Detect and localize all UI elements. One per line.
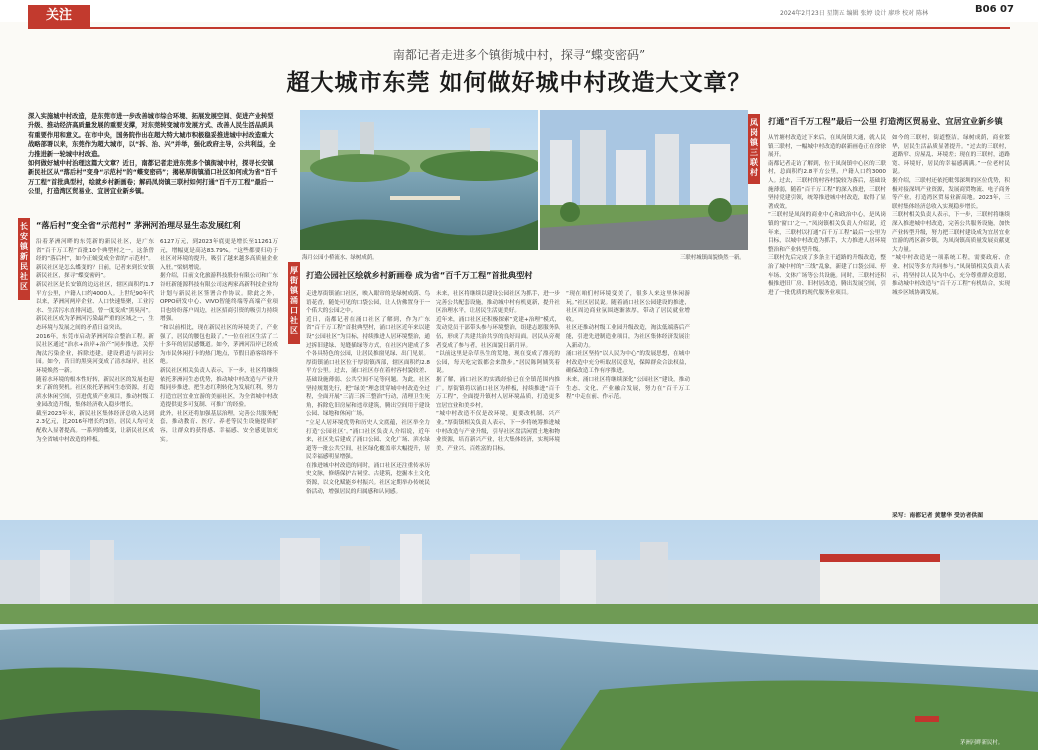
village-photo-art bbox=[540, 110, 748, 250]
fenggang-side-label: 凤岗镇三联村 bbox=[748, 114, 760, 184]
header-rule bbox=[28, 27, 1010, 29]
byline: 采写：南都记者 黄慧华 受访者供图 bbox=[892, 513, 983, 519]
village-photo bbox=[540, 110, 748, 250]
fenggang-heading: 打通“百千万工程”最后一公里 打造湾区贸易业、宜居宜业新乡镇 bbox=[768, 116, 1003, 126]
park-photo bbox=[300, 110, 538, 250]
changan-col2: 6127万元，到2023年底更是增长至11261万元，增幅更是高达83.79%。“这些都要归功于社区对环境的提升，吸引了越来越多高质量企业入驻。”梁炳增说。 据介绍，目前文化旅游科技股份有限公司和广东谷旺新能源科技有限公司这两家高新科技企业均计划与新民社区签署合作协议。除此之外，OPPO研发中心、VIVO智能终端等高端产业项目也纷纷落户周边，社区招商引资的吸引力持续增强。 “和以前相比，现在新民社区的环境美了，产业强了，居民的腰包也鼓了。”一位在社区生活了二十多年的居民感慨道。如今，茅洲河沿岸已经成为市民休闲打卡的热门地点，节假日游客络绎不绝。 新民社区相关负责人表示，下一步，社区将继续依托茅洲河生态优势，推动城中村改造与产业升级同步推进，把生态红利转化为发展红利，努力打造宜居宜业宜游的美丽社区，为全省城中村改造提供更多可复制、可推广的经验。 此外，社区还将加强基层治理，完善公共服务配套，推动教育、医疗、养老等民生设施提质扩容，让群众的获得感、幸福感、安全感更加充实。 bbox=[160, 239, 278, 443]
river-panorama-art bbox=[0, 520, 1038, 750]
panorama-caption: 茅洲河畔新民村。 bbox=[960, 740, 1004, 746]
page-number: B06 07 bbox=[975, 4, 1014, 15]
houjie-col3: “现在咱们村环境变美了，很多人来这里休闲游玩。”社区居民说。随着涌口社区公园建设的推进，社区周边商业氛围逐渐浓厚，带动了居民就业增收。 社区还推动村级工业园升级改造，淘汰低端落后产能，引进先进制造业项目，为社区集体经济发展注入新动力。 涌口社区坚持“以人民为中心”的发展思想，在城中村改造中充分听取居民意见，保障群众合法权益，确保改造工作有序推进。 未来，涌口社区将继续深化“公园社区”建设，推动生态、文化、产业融合发展，努力在“百千万工程”中走在前、作示范。 bbox=[566, 291, 690, 401]
park-photo-art bbox=[300, 110, 538, 250]
houjie-col1: 走进厚街镇涌口社区，映入眼帘的是绿树成荫、鸟语花香，随处可见的口袋公园，让人仿佛置身于一个偌大的公园之中。 近日，南都记者在涌口社区了解到，作为广东省“百千万工程”首批典型村，涌口社区近年来以建设“公园社区”为目标，持续推进人居环境整治，通过拆旧建绿、见缝插绿等方式，在社区内建成了多个各具特色的公园，让居民推窗见绿、出门见景。 厚街镇涌口社区位于厚街镇西部，辖区面积约2.8平方公里。过去，涌口社区存在着村容村貌较差、基础设施薄弱、公共空间不足等问题。为此，社区坚持规划先行，把“绿美”理念贯穿城中村改造全过程，全面开展“三清三拆三整治”行动，清理卫生死角，拆除危旧房屋和违章建筑，腾出空间用于建设公园、绿地和休闲广场。 “立足人居环境优势和历史人文底蕴，社区举全力打造‘公园社区’。”涌口社区负责人介绍说，近年来，社区先后建成了涌口公园、文化广场、滨水绿道等一批公共空间，社区绿化覆盖率大幅提升，居民幸福感明显增强。 在推进城中村改造的同时，涌口社区还注重传承历史文脉，修缮保护古祠堂、古建筑，挖掘本土文化资源，以文化赋能乡村振兴。社区定期举办传统民俗活动，增强居民的归属感和认同感。 bbox=[306, 291, 430, 495]
fenggang-col2: 如今的三联村，街道整洁，绿树成荫，商业繁华，居民生活品质显著提升。“过去的三联村，道路窄、房屋乱、环境差；现在的三联村，道路宽、环境好，居民的幸福感满满。”一位老村民说。 据介绍，三联村还依托毗邻深圳的区位优势，积极对接深圳产业资源，发展商贸物流、电子商务等产业，打造湾区贸易业新高地。2023年，三联村集体经济总收入实现稳步增长。 三联村相关负责人表示，下一步，三联村将继续深入推进城中村改造，完善公共服务设施，加快产业转型升级，努力把三联村建设成为宜居宜业宜游的湾区新乡镇，为凤岗镇高质量发展贡献更大力量。 “城中村改造是一项系统工程，需要政府、企业、村民等多方共同参与。”凤岗镇相关负责人表示，将坚持以人民为中心，充分尊重群众意愿，推动城中村改造与“百千万工程”有机结合，实现城乡区域协调发展。 bbox=[892, 135, 1010, 296]
article-headline: 超大城市东莞 如何做好城中村改造大文章？ bbox=[286, 69, 752, 96]
houjie-heading: 打造公园社区绘就乡村新画卷 成为省“百千万工程”首批典型村 bbox=[306, 270, 533, 280]
houjie-side-label: 厚街镇涌口社区 bbox=[288, 262, 300, 344]
changan-col1: 沿着茅洲河畔的东莞新的新民社区，是广东省“百千万工程”首批10个典型村之一。这条曾经的“落后村”，如今正蜕变成全省的“示范村”。新民社区是怎么蝶变的？日前，记者来到长安镇新民社区，探寻“蝶变密码”。 新民社区是长安镇的边远社区，辖区面积约1.7平方公里，户籍人口约4000人。上世纪90年代以来，茅洲河两岸企业、人口快速集聚，工业污水、生活污水直排河道，曾一度变成“黑臭河”。新民社区成为茅洲河污染最严重的区域之一，生态环境与发展之间的矛盾日益突出。 2016年，东莞市启动茅洲河综合整治工程。新民社区通过“治水+治岸+治产”同步推进，关停淘汰污染企业，拆除违建，建设碧道与滨河公园。如今，昔日的黑臭河变成了清水绿岸，社区环境焕然一新。 随着水环境的根本性好转，新民社区的发展也迎来了新的契机。社区依托茅洲河生态资源，打造滨水休闲空间，引进优质产业项目，推动村级工业园改造升级，集体经济收入稳步增长。 截至2023年末，新民社区集体经济总收入达到2.3亿元，比2016年增长约3倍，居民人均可支配收入显著提高。一系列的蝶变，让新民社区成为全省城中村改造的样板。 bbox=[36, 239, 154, 443]
header-meta: 2024年2月23日 星期五 编辑 张婷 设计 廖珍 校对 陈林 bbox=[780, 10, 929, 17]
village-photo-caption: 三联村城镇面貌焕然一新。 bbox=[680, 255, 745, 261]
houjie-col2: 未来，社区将继续以建设公园社区为抓手，进一步完善公共配套设施，推动城中村有机更新，提升社区治理水平，让居民生活更美好。 近年来，涌口社区还积极探索“党建+治理”模式，发动党员干部带头参与环境整治，组建志愿服务队伍，形成了共建共治共享的良好局面。居民从旁观者变成了参与者，社区面貌日新月异。 “以前这里是杂草丛生的荒地，现在变成了漂亮的公园，每天吃完饭都会来散步。”居民陈阿姨笑着说。 据了解，涌口社区的实践经验已在全镇范围内推广。厚街镇将以涌口社区为样板，持续推进“百千万工程”，全面提升镇村人居环境品质，打造更多宜居宜业和美乡村。 “城中村改造不仅是改环境，更要改机制、兴产业。”厚街镇相关负责人表示，下一步将统筹推进城中村改造与产业升级，引导社区盘活闲置土地和物业资源，培育新兴产业，壮大集体经济，实现环境美、产业兴、百姓富的目标。 bbox=[436, 291, 560, 452]
section-tag: 关注 bbox=[28, 5, 90, 27]
river-panorama-photo bbox=[0, 520, 1038, 750]
changan-side-label: 长安镇新民社区 bbox=[18, 218, 30, 300]
article-lead: 深入实施城中村改造，是东莞市进一步改善城市综合环境、拓展发展空间、促进产业转型升级、推动经济高质量发展的重要支撑，对东莞转变城市发展方式、改善人民生活品质具有重要作用和意义。在市中央，国务院作出在超大特大城市积极稳妥推进城中村改造重大战略部署以来，东莞作为超大城市，以“拆、治、兴”并举，强化政府主导，公共利益，全力推进新一轮城中村改造。 如何做好城中村治理这篇大文章？近日，南都记者走进东莞多个镇街城中村，探寻长安镇新民社区从“落后村”变身“示范村”的“蝶变密码”；揭秘厚街镇涌口社区如何成为省“百千万工程”首批典型村，绘就乡村新画卷；解码凤岗镇三联村如何打通“百千万工程”最后一公里，打造湾区贸易业、宜居宜业新乡镇。 bbox=[28, 113, 278, 196]
changan-heading: “落后村”变全省“示范村” 茅洲河治理尽显生态发展红利 bbox=[36, 220, 241, 230]
park-photo-caption: 海月公园小桥流水、绿树成荫。 bbox=[302, 255, 378, 261]
fenggang-col1: 从竹塘村改造过下来后，在凤岗镇大通，就人民镇三联村，一幅城中村改造的崭新画卷正在徐徐展开。 南都记者走访了解到，位于凤岗镇中心区的三联村，总面积约2.8平方公里，户籍人口约3000人。过去，三联村的村容村貌较为落后，基础设施薄弱，随着“百千万工程”的深入推进，三联村坚持党建引领，统筹推进城中村改造，取得了显著成效。 “三联村是凤岗的商业中心和政治中心，是凤岗镇的‘窗口’之一。”凤岗镇相关负责人介绍说，近年来，三联村以打通“百千万工程”最后一公里为目标，以城中村改造为抓手，大力推进人居环境整治和产业转型升级。 三联村先后完成了多条主干道路的升级改造，整治了城中村的“三线”乱象，新建了口袋公园、停车场、文体广场等公共设施。同时，三联村还积极推进旧厂房、旧村居改造，腾出发展空间，引进了一批优质的现代服务业项目。 bbox=[768, 135, 886, 296]
article-subtitle: 南都记者走进多个镇街城中村，探寻“蝶变密码” bbox=[392, 48, 646, 62]
